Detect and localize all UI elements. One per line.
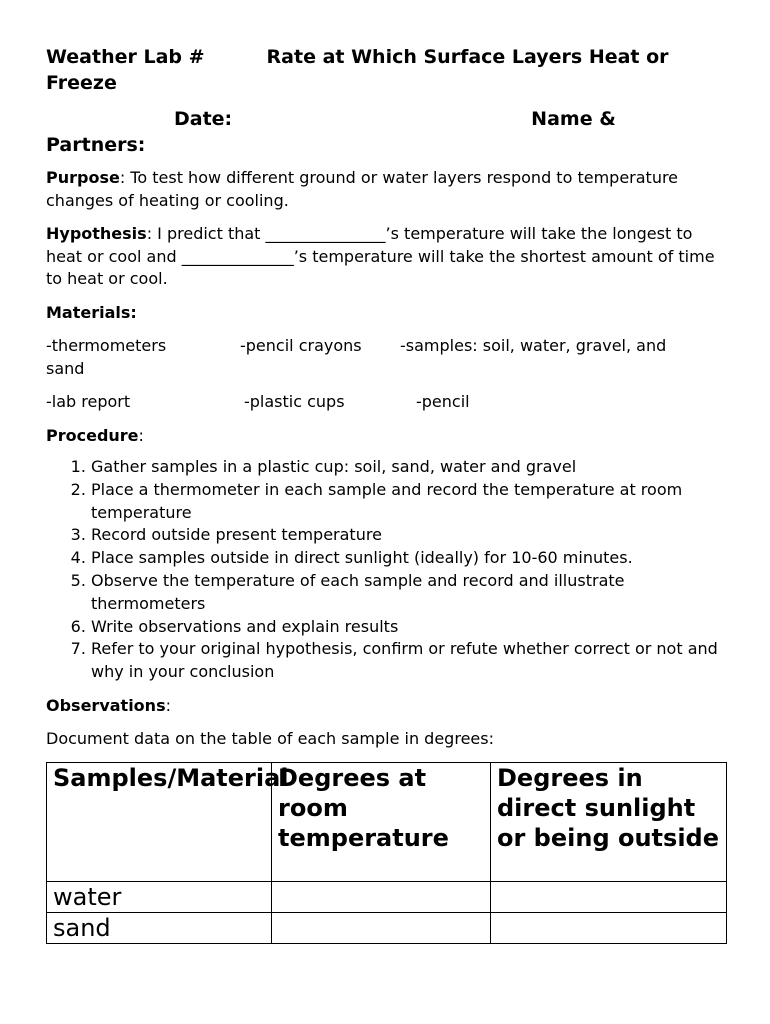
hypothesis-label: Hypothesis [46, 224, 147, 243]
procedure-step: 6. Write observations and explain results [91, 616, 726, 639]
table-row [47, 881, 727, 912]
procedure-step: 4. Place samples outside in direct sunlight (ideally) for 10-60 minutes. [91, 547, 726, 570]
procedure-step: 3. Record outside present temperature [91, 524, 726, 547]
date-name-line [46, 106, 726, 158]
purpose-text: : To test how different ground or water layers respond to temperature changes of heating or cooling. [46, 168, 679, 210]
name-label: Name & [531, 108, 616, 130]
procedure-list [46, 456, 726, 684]
procedure-heading: Procedure: [46, 425, 144, 445]
hypothesis-paragraph [46, 223, 726, 291]
room-temp-cell[interactable] [272, 881, 491, 912]
observations-heading: Observations: [46, 695, 171, 715]
materials-heading: Materials: [46, 302, 137, 322]
title-line [46, 44, 726, 96]
lab-title: Rate at Which Surface Layers Heat or [266, 46, 669, 68]
material-item: -lab report [46, 392, 131, 411]
room-temp-cell[interactable] [272, 912, 491, 943]
material-item: -pencil [416, 392, 470, 411]
procedure-step: 5. Observe the temperature of each sample and record and illustrate thermometers [91, 570, 726, 616]
procedure-step: 2. Place a thermometer in each sample and record the temperature at room temperature [91, 479, 726, 525]
table-row [47, 912, 727, 943]
material-item: -plastic cups [244, 392, 345, 411]
partners-label: Partners: [46, 134, 146, 156]
material-item-wrap: sand [46, 358, 85, 378]
sunlight-temp-cell[interactable] [491, 912, 727, 943]
sample-name-cell: water [47, 881, 272, 912]
procedure-step: 1. Gather samples in a plastic cup: soil, sand, water and gravel [91, 456, 726, 479]
sample-name-cell: sand [47, 912, 272, 943]
material-item: -samples: soil, water, gravel, and [400, 336, 667, 355]
header-room-temperature: Degrees at room temperature [272, 762, 491, 881]
lab-number-label: Weather Lab # [46, 46, 205, 68]
observations-table [46, 762, 727, 944]
purpose-paragraph [46, 167, 726, 212]
lab-title-continued: Freeze [46, 72, 117, 94]
purpose-label: Purpose [46, 168, 120, 187]
hypothesis-text: : I predict that _______________’s temperature will take the longest to heat or cool and ______________’s temperature will take the shortest amount of time to heat or cool. [46, 224, 715, 288]
header-direct-sunlight: Degrees in direct sunlight or being outside [491, 762, 727, 881]
materials-row-1 [46, 335, 726, 380]
observations-instruction: Document data on the table of each sample in degrees: [46, 729, 494, 749]
sunlight-temp-cell[interactable] [491, 881, 727, 912]
material-item: -thermometers [46, 336, 167, 355]
header-samples: Samples/Material [47, 762, 272, 881]
materials-row-2 [46, 391, 726, 414]
worksheet [46, 44, 726, 944]
table-header-row [47, 762, 727, 881]
procedure-step: 7. Refer to your original hypothesis, confirm or refute whether correct or not and why in your conclusion [91, 638, 726, 684]
material-item: -pencil crayons [240, 336, 362, 355]
date-label: Date: [174, 108, 233, 130]
